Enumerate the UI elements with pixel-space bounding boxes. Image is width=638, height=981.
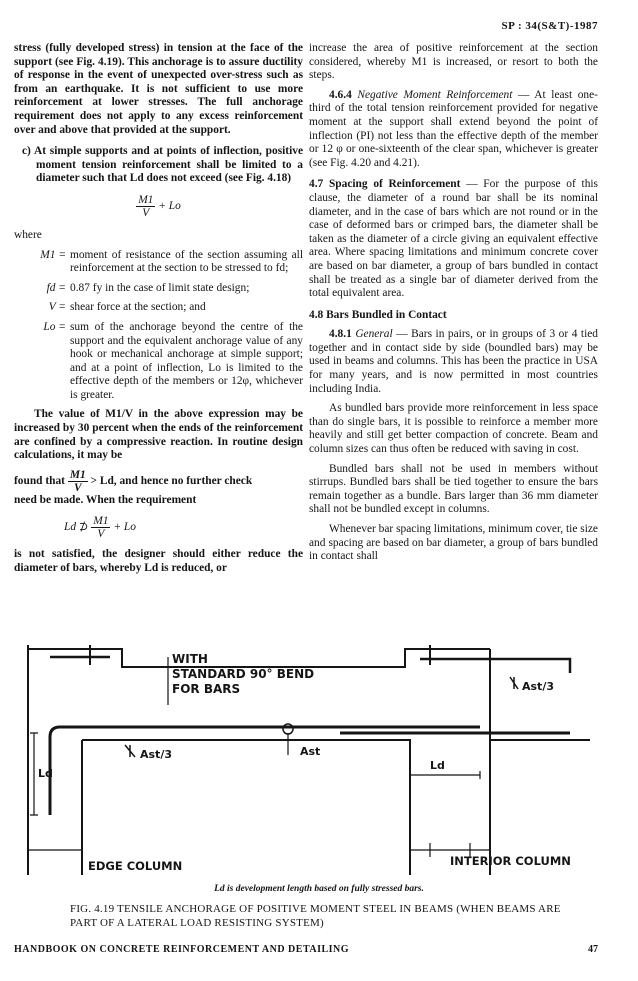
found-line [14,469,303,494]
label-ast3-left: Ast/3 [140,748,172,761]
figure-note: Ld is development length based on fully stressed bars. [214,884,424,894]
definition-text: shear force at the section; and [70,301,206,314]
definition-symbol: V = [48,301,66,314]
found-pre: found that [14,474,65,487]
need-line: need be made. When the requirement [14,493,197,506]
equation-2-denominator: V [97,528,105,541]
section-4-6-4-title: Negative Moment Reinforcement [357,88,513,101]
equation-2-pre: Ld ⊅ [64,521,89,534]
paragraph-increase: increase the area of positive reinforcement at the section considered, whereby M1 is increased, or resort to both the steps. [309,42,598,82]
section-4-7 [309,178,598,300]
left-column [14,42,303,576]
label-ast3-right: Ast/3 [522,680,554,693]
section-4-8-1 [309,328,598,396]
equation-1-denominator: V [142,206,150,219]
equation-2-numerator: M1 [93,515,109,528]
ast3-right-marker [510,677,518,689]
beam-bottom-edge-left [82,740,410,875]
definition-item [14,249,303,276]
paragraph-stirrups: Bundled bars shall not be used in members without stirrups. Bundled bars shall be tied together to ensure the bars remain together as a bundle. Bars larger than 36 mm diameter shall not be bundled except in columns. [309,462,598,516]
found-post: > Ld, and hence no further check [90,474,253,487]
support-tick [90,645,430,665]
definition-text: moment of resistance of the section assuming all reinforcement at the section to be stressed to fd; [70,248,303,275]
section-4-8-1-number: 4.8.1 [329,328,352,341]
label-standard-bend: STANDARD 90° BEND [172,667,315,681]
definitions-list [14,249,303,403]
definition-item [14,301,303,315]
equation-2 [14,515,303,540]
where-label: where [14,228,42,241]
found-denominator: V [73,481,82,494]
label-interior-column: INTERIOR COLUMN [450,854,571,868]
footer-title: HANDBOOK ON CONCRETE REINFORCEMENT AND DETAILING [14,944,350,955]
equation-1-numerator: M1 [138,193,154,206]
label-ld-right: Ld [430,759,445,772]
section-4-8-1-title: General [355,328,393,341]
section-4-7-text: — For the purpose of this clause, the diameter of a round bar shall be its nominal diameter, and in the case of bars which are not round or in the case of deformed bars or crimped bars, the diameter shall be taken as the diameter of a circle giving an equivalent effective area. Where spacing limitations and minimum concrete cover are based on bar diameter, a group of bars bundled in contact shall be treated as a single bar of diameter derived from the total equivalent area. [309,178,598,300]
definition-symbol: fd = [46,281,66,294]
section-4-6-4 [309,89,598,171]
equation-2-tail: + Lo [113,521,136,534]
label-ast: Ast [300,745,321,758]
definition-symbol: Lo = [43,320,66,333]
page-number: 47 [588,944,598,955]
top-bar-right [420,659,570,673]
section-4-8-1-text: — Bars in pairs, or in groups of 3 or 4 tied together and in contact side by side (boundled bars) may be used in beams and columns. This has been the practice in USA for many years, and is now permitted in most countries including India. [309,328,598,395]
paragraph-bundled: As bundled bars provide more reinforcement in less space than do single bars, it is possible to reinforce a member more heavily and still get better compaction of concrete. Beam and column sizes can thus often be reduced with saving in cost. [309,402,598,456]
figure-caption: FIG. 4.19 TENSILE ANCHORAGE OF POSITIVE MOMENT STEEL IN BEAMS (WHEN BEAMS ARE PART OF A LATERAL LOAD RESISTING SYSTEM) [70,903,561,929]
found-fraction [68,469,88,494]
definition-item [14,321,303,403]
paragraph-whenever: Whenever bar spacing limitations, minimum cover, tie size and spacing are based on bar diameter, a group of bars bundled in contact shall [309,523,598,563]
figure-4-19-diagram [10,645,630,875]
equation-1-tail: + Lo [158,200,181,213]
page-header: SP : 34(S&T)-1987 [501,20,598,32]
paragraph-value: The value of M1/V in the above expression may be increased by 30 percent when the ends of the reinforcement are confined by a compressive reaction. In routine design calculations, it may be [14,408,303,462]
definition-symbol: M1 = [40,248,66,261]
equation-1 [14,194,303,219]
section-4-6-4-text: — At least one-third of the total tension reinforcement provided for negative moment at the support shall extend beyond the point of inflection (PI) not less than the effective depth of the member or 12 φ or one-sixteenth of the clear span, whichever is greater (see Fig. 4.20 and 4.21). [309,88,598,169]
right-column [309,42,598,564]
definition-text: sum of the anchorage beyond the centre of the support and the equivalent anchorage value of any hook or mechanical anchorage at simple support; and at a point of inflection, Lo is limited to the effective depth of the members or 12φ, whichever is greater. [70,320,303,401]
label-with: WITH [172,652,208,666]
ast3-left-marker [125,745,135,757]
paragraph-stress: stress (fully developed stress) in tension at the face of the support (see Fig. 4.19). This anchorage is to assure ductility of response in the event of unexpected over-stress such as from an earthquake. It is not sufficient to use more reinforcement at lower stresses. The full anchorage requirement does not apply to any excess reinforcement over and above that provided at the support. [14,42,303,136]
paragraph-not-satisfied: is not satisfied, the designer should either reduce the diameter of bars, whereby Ld is reduced, or [14,548,303,575]
label-edge-column: EDGE COLUMN [88,859,183,873]
definition-text: 0.87 fy in the case of limit state design; [70,281,250,294]
equation-1-fraction [136,194,155,219]
section-4-7-heading: 4.7 Spacing of Reinforcement [309,178,461,191]
item-c: c) At simple supports and at points of inflection, positive moment tension reinforcement shall be limited to a diameter such that Ld does not exceed (see Fig. 4.18) [22,145,303,185]
label-for-bars: FOR BARS [172,682,241,696]
label-ld-left: Ld [38,767,53,780]
definition-item [14,282,303,296]
equation-2-fraction [91,515,110,540]
found-numerator: M1 [69,468,86,481]
section-4-8-heading: 4.8 Bars Bundled in Contact [309,308,447,321]
section-4-6-4-number: 4.6.4 [329,88,352,101]
